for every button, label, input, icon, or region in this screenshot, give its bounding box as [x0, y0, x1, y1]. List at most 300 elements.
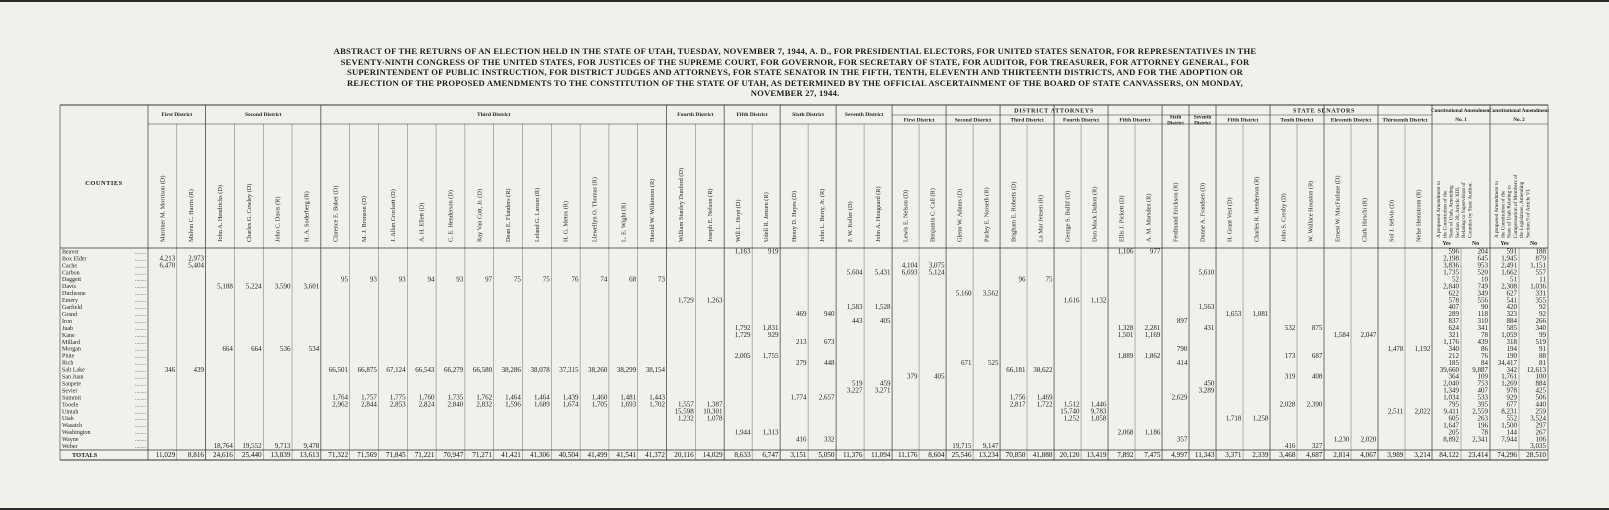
amendment-no-value: 118 [1477, 310, 1488, 319]
amendment-no-value: 3,524 [1530, 414, 1546, 423]
amendment-yes-value: 552 [1506, 414, 1517, 423]
total-value: 2,339 [1252, 451, 1269, 460]
vote-value: 1,230 [1333, 435, 1350, 444]
total-value: 2,814 [1333, 451, 1350, 460]
candidate-name: Llewellyn O. Thomas (R) [591, 177, 599, 242]
total-value: 20,120 [1059, 451, 1080, 460]
vote-value: 66,279 [444, 365, 464, 374]
vote-value: 2,962 [332, 400, 349, 409]
vote-value: 671 [960, 358, 972, 367]
amendment-description: Section 9 of Article VI. [1525, 188, 1532, 238]
amendment-yes-value: 2,491 [1501, 261, 1517, 270]
amendment-no-value: 749 [1477, 282, 1488, 291]
total-value: 3,468 [1279, 451, 1296, 460]
county-name: Tooele [62, 402, 79, 409]
candidate-name: Dunne A. Frandsen (D) [1199, 182, 1207, 242]
row-leader: ........ [135, 277, 146, 284]
amendment-yes-value: 585 [1506, 324, 1517, 333]
amendment-yes-value: 1,349 [1443, 386, 1459, 395]
total-value: 3,989 [1387, 451, 1404, 460]
row-leader: ........ [135, 318, 146, 325]
vote-value: 1,058 [1090, 414, 1107, 423]
vote-value: 1,944 [734, 428, 751, 437]
amendment-no-value: 88 [1539, 351, 1546, 360]
vote-value: 408 [1311, 372, 1323, 381]
amendment-no-value: 91 [1539, 344, 1546, 353]
amendment-description: State of Utah Relating to [1506, 185, 1513, 238]
vote-value: 38,078 [530, 365, 550, 374]
group-label: Seventh District [844, 112, 884, 118]
candidate-name: Will L. Hoyt (D) [735, 199, 743, 242]
vote-value: 1,563 [1198, 303, 1215, 312]
vote-value: 1,596 [505, 400, 521, 409]
amendment-number-label: No. 2 [1513, 117, 1525, 123]
amendment-no-value: 267 [1535, 428, 1546, 437]
vote-value: 6,693 [901, 268, 918, 277]
group-label: First District [161, 112, 193, 118]
amendment-yes-value: 190 [1506, 351, 1517, 360]
vote-value: 66,181 [1006, 365, 1026, 374]
vote-value: 525 [987, 358, 999, 367]
amendment-no-value: 204 [1477, 247, 1488, 256]
vote-value: 1,757 [361, 393, 377, 402]
county-name: Summit [62, 395, 82, 402]
amendment-no-value: 407 [1477, 386, 1488, 395]
amendment-yes-value: 318 [1506, 337, 1517, 346]
amendment-description: Compensation of Members of [1512, 174, 1519, 238]
district-attorneys-header: DISTRICT ATTORNEYS [1014, 107, 1094, 115]
county-name: Box Elder [62, 256, 87, 263]
vote-value: 75 [1045, 275, 1053, 284]
vote-value: 1,439 [562, 393, 579, 402]
vote-value: 5,610 [1198, 268, 1215, 277]
candidate-name: Lewis E. Nelson (D) [902, 189, 910, 242]
amendment-no-value: 349 [1477, 289, 1488, 298]
amendment-yes-value: 624 [1448, 324, 1459, 333]
candidate-name: John L. Berry, Jr. (R) [819, 188, 827, 242]
amendment-no-value: 645 [1477, 254, 1488, 263]
county-name: Emery [62, 298, 78, 305]
amendment-no-value: 1,036 [1530, 282, 1546, 291]
amendment-no-value: 263 [1477, 414, 1488, 423]
vote-value: 536 [279, 344, 291, 353]
candidate-name: J. Allan Crockett (D) [389, 189, 397, 242]
row-leader: ........ [135, 374, 146, 381]
vote-value: 1,792 [734, 324, 751, 333]
amendment-yes-value: 2,308 [1501, 282, 1517, 291]
total-value: 40,504 [558, 451, 579, 460]
vote-value: 534 [308, 344, 320, 353]
vote-value: 66,580 [472, 365, 493, 374]
candidate-name: F. W. Keller (D) [847, 201, 855, 242]
amendment-yes-value: 289 [1448, 310, 1459, 319]
row-leader: ........ [135, 284, 146, 291]
amendment-no-value: 78 [1481, 331, 1488, 339]
vote-value: 75 [542, 275, 550, 284]
amendment-no-value: 99 [1539, 331, 1546, 339]
candidate-name: Brigham E. Roberts (D) [1010, 181, 1018, 242]
group-label: District [1194, 120, 1211, 127]
vote-value: 93 [398, 275, 406, 284]
amendment-description: Relating to Supervision of [1461, 182, 1468, 238]
amendment-no-value: 2,341 [1472, 435, 1488, 444]
vote-value: 1,328 [1117, 324, 1134, 333]
row-leader: ........ [135, 270, 146, 277]
candidate-name: Benjamin C. Call (R) [929, 188, 937, 242]
vote-value: 416 [1284, 442, 1296, 451]
total-value: 8,633 [734, 451, 751, 460]
vote-value: 1,760 [418, 393, 435, 402]
total-value: 71,845 [385, 451, 406, 460]
candidate-name: L. E. Wight (R) [620, 202, 628, 242]
vote-value: 1,616 [1063, 296, 1080, 305]
amendment-no-value: 753 [1477, 379, 1488, 388]
vote-value: 439 [193, 365, 205, 374]
amendment-no-value: 519 [1535, 337, 1546, 346]
vote-value: 93 [369, 275, 377, 284]
amendment-yes-value: 596 [1448, 247, 1459, 256]
vote-value: 1,464 [505, 393, 521, 402]
vote-value: 319 [1284, 372, 1296, 381]
vote-value: 1,583 [846, 303, 863, 312]
vote-value: 1,653 [1225, 310, 1242, 319]
county-name: Sanpete [62, 381, 81, 388]
row-leader: ........ [135, 444, 146, 450]
vote-value: 1,774 [790, 393, 807, 402]
group-label: District [1167, 120, 1184, 127]
vote-value: 38,286 [501, 365, 521, 374]
amendment-yes-value: 340 [1448, 344, 1459, 353]
vote-value: 379 [906, 372, 918, 381]
vote-value: 2,020 [1360, 435, 1377, 444]
candidate-name: Don Mack Dalton (R) [1091, 186, 1099, 242]
vote-value: 1,443 [649, 393, 665, 402]
vote-value: 19,552 [242, 442, 262, 451]
row-leader: ........ [135, 332, 146, 339]
amendment-yes-value: 884 [1506, 317, 1517, 326]
county-name: Beaver [62, 249, 79, 256]
yes-label: Yes [1442, 241, 1451, 247]
amendment-yes-value: 1,034 [1443, 393, 1459, 402]
row-leader: ........ [135, 263, 146, 270]
total-value: 13,839 [270, 451, 291, 460]
total-value: 4,687 [1306, 451, 1323, 460]
county-name: Cache [62, 263, 77, 270]
vote-value: 93 [456, 275, 464, 284]
vote-value: 1,387 [706, 400, 723, 409]
vote-value: 2,629 [1171, 393, 1188, 402]
county-name: Davis [62, 284, 76, 291]
vote-value: 4,213 [159, 254, 176, 263]
vote-value: 5,124 [928, 268, 945, 277]
amendment-no-value: 2,559 [1472, 407, 1488, 416]
total-value: 11,376 [842, 451, 863, 460]
group-label: Eleventh District [1330, 117, 1372, 124]
no-label: No [1529, 241, 1538, 247]
candidate-name: Charles R. Henderson (R) [1253, 176, 1261, 242]
amendment-description: the Legislature, Amending [1519, 181, 1526, 238]
vote-value: 929 [768, 331, 779, 339]
vote-value: 1,263 [706, 296, 723, 305]
vote-value: 1,762 [476, 393, 493, 402]
vote-value: 1,729 [677, 296, 694, 305]
county-name: Wayne [62, 437, 79, 444]
row-leader: ........ [135, 416, 146, 423]
candidate-name: George S. Ballif (D) [1064, 190, 1072, 242]
candidate-name: Clarence E. Baker (D) [332, 185, 340, 242]
group-label: Third District [476, 112, 511, 118]
amendment-yes-value: 1,735 [1443, 268, 1459, 277]
amendment-yes-value: 1,176 [1443, 337, 1459, 346]
vote-value: 2,511 [1387, 407, 1404, 416]
candidate-name: John C. Davis (R) [274, 196, 282, 242]
vote-value: 1,469 [1036, 393, 1053, 402]
vote-value: 1,528 [874, 303, 891, 312]
vote-value: 1,512 [1063, 400, 1080, 409]
row-leader: ........ [135, 430, 146, 437]
candidate-name: Ernest W. MacFarlane (D) [1334, 175, 1342, 242]
vote-value: 1,163 [734, 247, 751, 256]
county-name: San Juan [62, 374, 84, 381]
vote-value: 664 [222, 344, 233, 353]
vote-value: 96 [1018, 275, 1026, 284]
vote-value: 5,404 [188, 261, 205, 270]
amendment-yes-value: 8,892 [1443, 435, 1459, 444]
vote-value: 19,715 [952, 442, 972, 451]
amendment-yes-value: 541 [1506, 296, 1517, 305]
vote-value: 1,446 [1090, 400, 1107, 409]
county-name: Morgan [62, 346, 81, 353]
vote-value: 2,853 [389, 400, 406, 409]
vote-value: 95 [341, 275, 349, 284]
vote-value: 2,047 [1360, 331, 1377, 339]
total-value: 71,569 [357, 451, 377, 460]
amendment-no-value: 556 [1477, 296, 1488, 305]
vote-value: 68 [629, 275, 637, 284]
page-title: ABSTRACT OF THE RETURNS OF AN ELECTION HELD IN THE STATE OF UTAH, TUESDAY, NOVEMBER 7, 1944, A. D., FOR PRESIDENTIAL ELECTORS, FOR UNITED STATES SENATOR, FOR REPRESENTATIVES IN THE SEVENTY-NINTH CONGRESS OF THE UNITED STATES, FOR JUSTICES OF THE SUPREME COURT, FOR GOVERNOR, FOR SECRETARY OF STATE, FOR AUDITOR, FOR TREASURER, FOR ATTORNEY GENERAL, FOR SUPERINTENDENT OF PUBLIC INSTRUCTION, FOR DISTRICT JUDGES AND ATTORNEYS, FOR STATE SENATOR IN THE FIFTH, TENTH, ELEVENTH AND THIRTEENTH DISTRICTS, AND FOR THE ADOPTION OR REJECTION OF THE PROPOSED AMENDMENTS TO THE CONSTITUTION OF THE STATE OF UTAH, AS DETERMINED BY THE OFFICIAL ASCERTAINMENT OF THE BOARD OF STATE CANVASSERS, ON MONDAY, NOVEMBER 27, 1944. [333, 46, 1257, 99]
amendment-no-value: 879 [1535, 254, 1546, 263]
candidate-name: H. Grant Vest (D) [1226, 197, 1234, 242]
total-value: 41,888 [1032, 451, 1053, 460]
vote-value: 2,844 [361, 400, 377, 409]
amendment-no-total: 23,414 [1468, 451, 1488, 460]
amendment-yes-value: 51 [1510, 275, 1517, 284]
vote-value: 37,315 [559, 365, 579, 374]
total-value: 70,947 [443, 451, 464, 460]
vote-value: 1,078 [706, 414, 723, 423]
vote-value: 2,390 [1306, 400, 1323, 409]
candidate-name: M. J. Bronson (D) [361, 195, 369, 242]
vote-value: 2,840 [447, 400, 464, 409]
total-value: 71,322 [328, 451, 349, 460]
vote-value: 1,464 [533, 393, 550, 402]
amendment-no-value: 106 [1535, 435, 1546, 444]
amendment-yes-total: 84,122 [1439, 451, 1459, 460]
group-label: Fifth District [1227, 117, 1259, 124]
candidate-name: John A. Hougaard (R) [875, 186, 883, 242]
vote-value: 327 [1311, 442, 1323, 451]
county-name: Garfield [62, 305, 82, 311]
total-value: 8,604 [928, 451, 945, 460]
vote-value: 2,028 [1279, 400, 1296, 409]
vote-value: 1,584 [1333, 331, 1350, 339]
amendment-yes-value: 837 [1448, 317, 1459, 326]
total-value: 13,613 [299, 451, 320, 460]
amendment-no-value: 1,151 [1530, 261, 1546, 270]
county-name: Weber [62, 444, 78, 450]
vote-value: 5,160 [955, 289, 972, 298]
row-leader: ........ [135, 291, 146, 298]
vote-value: 357 [1176, 435, 1188, 444]
vote-value: 519 [851, 379, 863, 388]
amendment-yes-value: 929 [1506, 393, 1517, 402]
vote-value: 1,232 [677, 414, 694, 423]
vote-value: 15,598 [674, 407, 694, 416]
vote-value: 67,124 [386, 365, 406, 374]
amendment-yes-value: 364 [1448, 372, 1459, 381]
vote-value: 405 [879, 317, 891, 326]
vote-value: 3,590 [274, 282, 291, 291]
vote-value: 5,604 [846, 268, 863, 277]
total-value: 7,892 [1117, 451, 1134, 460]
vote-value: 73 [657, 275, 665, 284]
vote-value: 66,501 [328, 365, 349, 374]
county-name: Utah [62, 416, 74, 423]
amendment-yes-value: 144 [1506, 428, 1517, 437]
county-name: Washington [62, 430, 91, 437]
vote-value: 1,862 [1144, 351, 1161, 360]
vote-value: 431 [1203, 324, 1215, 333]
vote-value: 38,622 [1033, 365, 1053, 374]
amendment-yes-value: 1,059 [1501, 331, 1517, 339]
vote-value: 1,831 [762, 324, 779, 333]
vote-value: 332 [823, 435, 835, 444]
vote-value: 1,132 [1090, 296, 1107, 305]
amendment-no-value: 90 [1481, 303, 1488, 312]
total-value: 41,421 [501, 451, 521, 460]
amendment-yes-value: 7,944 [1501, 435, 1517, 444]
amendment-yes-value: 185 [1448, 358, 1459, 367]
amendment-no-total: 28,510 [1526, 451, 1546, 460]
amendment-yes-value: 52 [1452, 275, 1459, 284]
county-name: Kane [62, 332, 75, 339]
amendment-no-value: 78 [1481, 428, 1488, 437]
county-name: Sevier [62, 388, 78, 395]
amendment-yes-value: 194 [1506, 344, 1517, 353]
amendment-no-value: 533 [1477, 393, 1488, 402]
group-label: Thirteenth District [1382, 117, 1428, 124]
vote-value: 1,764 [332, 393, 349, 402]
vote-value: 2,068 [1117, 428, 1134, 437]
vote-value: 2,824 [418, 400, 435, 409]
amendment-no-value: 3,035 [1530, 442, 1546, 451]
candidate-name: Clark Hirschi (R) [1361, 197, 1369, 242]
county-name: Salt Lake [62, 367, 85, 374]
amendment-no-value: 331 [1535, 289, 1546, 298]
group-label: Seventh [1193, 114, 1212, 121]
candidate-name: William Stanley Dunford (D) [677, 167, 685, 242]
group-label: Second District [954, 117, 992, 124]
total-value: 13,234 [978, 451, 999, 460]
candidate-name: Henry D. Hayes (D) [791, 190, 799, 242]
row-leader: ........ [135, 360, 146, 367]
total-value: 4,997 [1171, 451, 1188, 460]
total-value: 71,271 [472, 451, 493, 460]
vote-value: 3,271 [874, 386, 891, 395]
row-leader: ........ [135, 298, 146, 305]
amendment-no-value: 953 [1477, 261, 1488, 270]
amendment-no-value: 11 [1539, 275, 1546, 284]
amendment-yes-value: 407 [1448, 303, 1459, 312]
amendment-no-value: 109 [1477, 372, 1488, 381]
row-leader: ........ [135, 325, 146, 332]
vote-value: 2,817 [1009, 400, 1026, 409]
vote-value: 1,729 [734, 331, 751, 339]
amendment-yes-value: 627 [1506, 289, 1517, 298]
amendment-description: State of Utah, Amending [1448, 185, 1455, 238]
vote-value: 1,192 [1414, 344, 1431, 353]
totals-label: TOTALS [72, 452, 98, 460]
vote-value: 790 [1176, 344, 1188, 353]
amendment-no-value: 310 [1477, 317, 1488, 326]
total-value: 41,499 [587, 451, 608, 460]
vote-value: 2,281 [1144, 324, 1161, 333]
amendment-no-value: 76 [1481, 351, 1488, 360]
vote-value: 1,674 [562, 400, 579, 409]
amendment-no-value: 188 [1535, 247, 1546, 256]
amendment-yes-value: 1,945 [1501, 254, 1517, 263]
county-name: Grand [62, 311, 77, 318]
county-name: Piute [62, 353, 75, 360]
row-leader: ........ [135, 402, 146, 409]
county-name: Carbon [62, 270, 80, 277]
amendment-no-value: 341 [1477, 324, 1488, 333]
vote-value: 2,657 [818, 393, 835, 402]
amendment-no-value: 10 [1481, 275, 1488, 284]
amendment-yes-value: 212 [1448, 351, 1459, 360]
vote-value: 532 [1284, 324, 1296, 333]
vote-value: 875 [1311, 324, 1323, 333]
vote-value: 38,260 [588, 365, 608, 374]
candidate-name: John A. Hendricks (D) [217, 184, 225, 242]
amendment-yes-value: 321 [1448, 331, 1459, 339]
vote-value: 3,601 [303, 282, 320, 291]
vote-value: 18,764 [213, 442, 233, 451]
vote-value: 1,501 [1117, 331, 1134, 339]
vote-value: 5,188 [217, 282, 233, 291]
total-value: 13,419 [1086, 451, 1107, 460]
candidate-name: A. H. Ellett (D) [418, 202, 426, 242]
amendment-no-value: 440 [1535, 400, 1546, 409]
vote-value: 919 [768, 247, 779, 256]
vote-value: 10,301 [703, 407, 723, 416]
amendment-description: Counties by State Auditor. [1467, 182, 1474, 238]
vote-value: 673 [823, 337, 835, 346]
total-value: 3,151 [790, 451, 807, 460]
amendment-description: the Constitution of the [1442, 190, 1449, 238]
amendment-yes-value: 1,500 [1501, 421, 1517, 430]
total-value: 11,094 [870, 451, 891, 460]
total-value: 71,221 [414, 451, 435, 460]
amendment-yes-total: 74,296 [1497, 451, 1517, 460]
amendment-yes-value: 2,040 [1443, 379, 1459, 388]
row-leader: ........ [135, 409, 146, 416]
vote-value: 1,722 [1036, 400, 1053, 409]
amendment-no-value: 557 [1535, 268, 1546, 277]
amendment-yes-value: 2,840 [1443, 282, 1459, 291]
amendment-yes-value: 3,836 [1443, 261, 1459, 270]
candidate-name: Ferdinand Erickson (R) [1172, 182, 1180, 242]
